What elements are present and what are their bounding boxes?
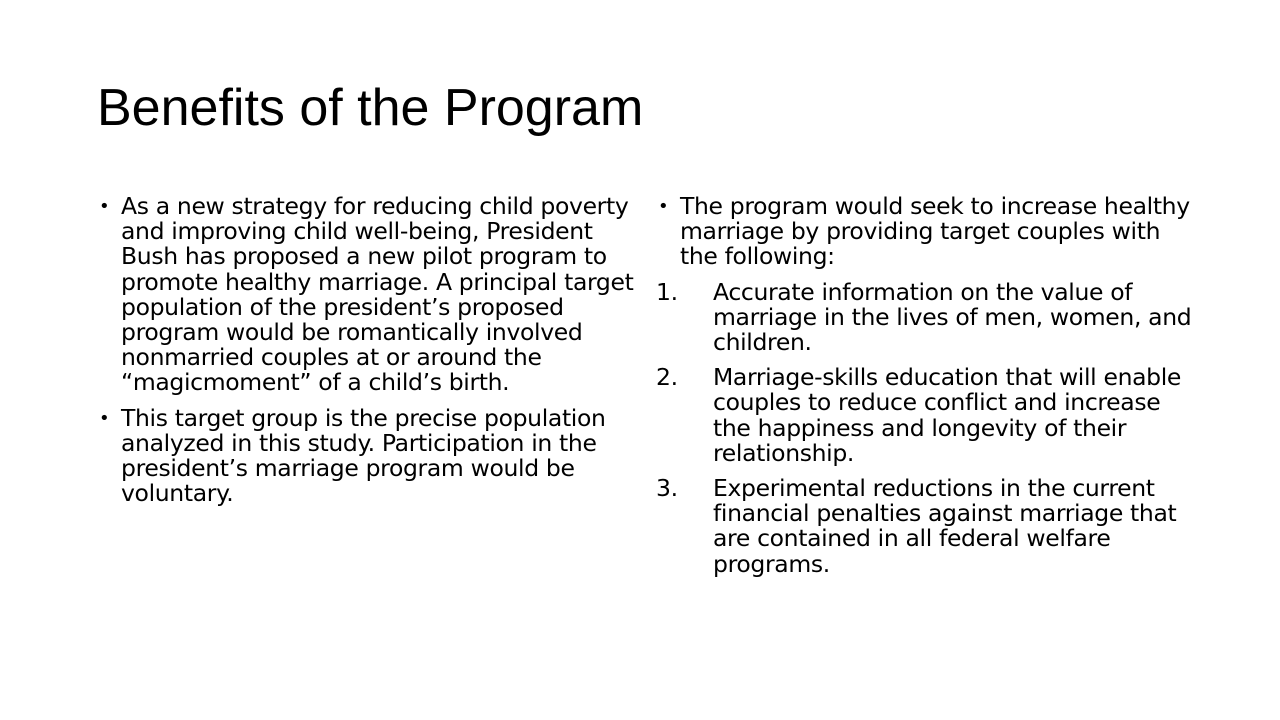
numbered-item: [656, 277, 1196, 357]
bullet-item: [97, 403, 637, 508]
item-text: Experimental reductions in the current financial penalties against marriage that are contained in all federal welfare programs.: [713, 474, 1177, 578]
numbered-item: [656, 365, 1196, 466]
bullet-text: As a new strategy for reducing child poverty and improving child well-being, President Bush has proposed a new pilot program to promote healthy marriage. A principal target population of the president’s proposed program would be romantically involved nonmarried couples at or around the “magicmoment” of a child’s birth.: [121, 192, 634, 397]
bullet-item: [97, 194, 637, 396]
item-number: 1.: [656, 277, 678, 306]
right-column: [656, 194, 1196, 587]
bullet-text: The program would seek to increase healthy marriage by providing target couples with the following:: [680, 192, 1190, 271]
bullet-marker: •: [658, 196, 669, 217]
item-text: Accurate information on the value of marriage in the lives of men, women, and children.: [713, 277, 1192, 357]
bullet-marker: •: [99, 196, 110, 217]
left-column: [97, 194, 637, 516]
bullet-item: [656, 194, 1196, 270]
bullet-marker: •: [99, 407, 110, 429]
item-number: 2.: [656, 363, 678, 392]
item-number: 3.: [656, 474, 678, 503]
item-text: Marriage-skills education that will enable couples to reduce conflict and increase the happiness and longevity of their relationship.: [713, 363, 1182, 467]
numbered-item: [656, 476, 1196, 577]
bullet-text: This target group is the precise population analyzed in this study. Participation in the president’s marriage program would be voluntary.: [121, 403, 606, 508]
slide-title: Benefits of the Program: [97, 79, 644, 137]
